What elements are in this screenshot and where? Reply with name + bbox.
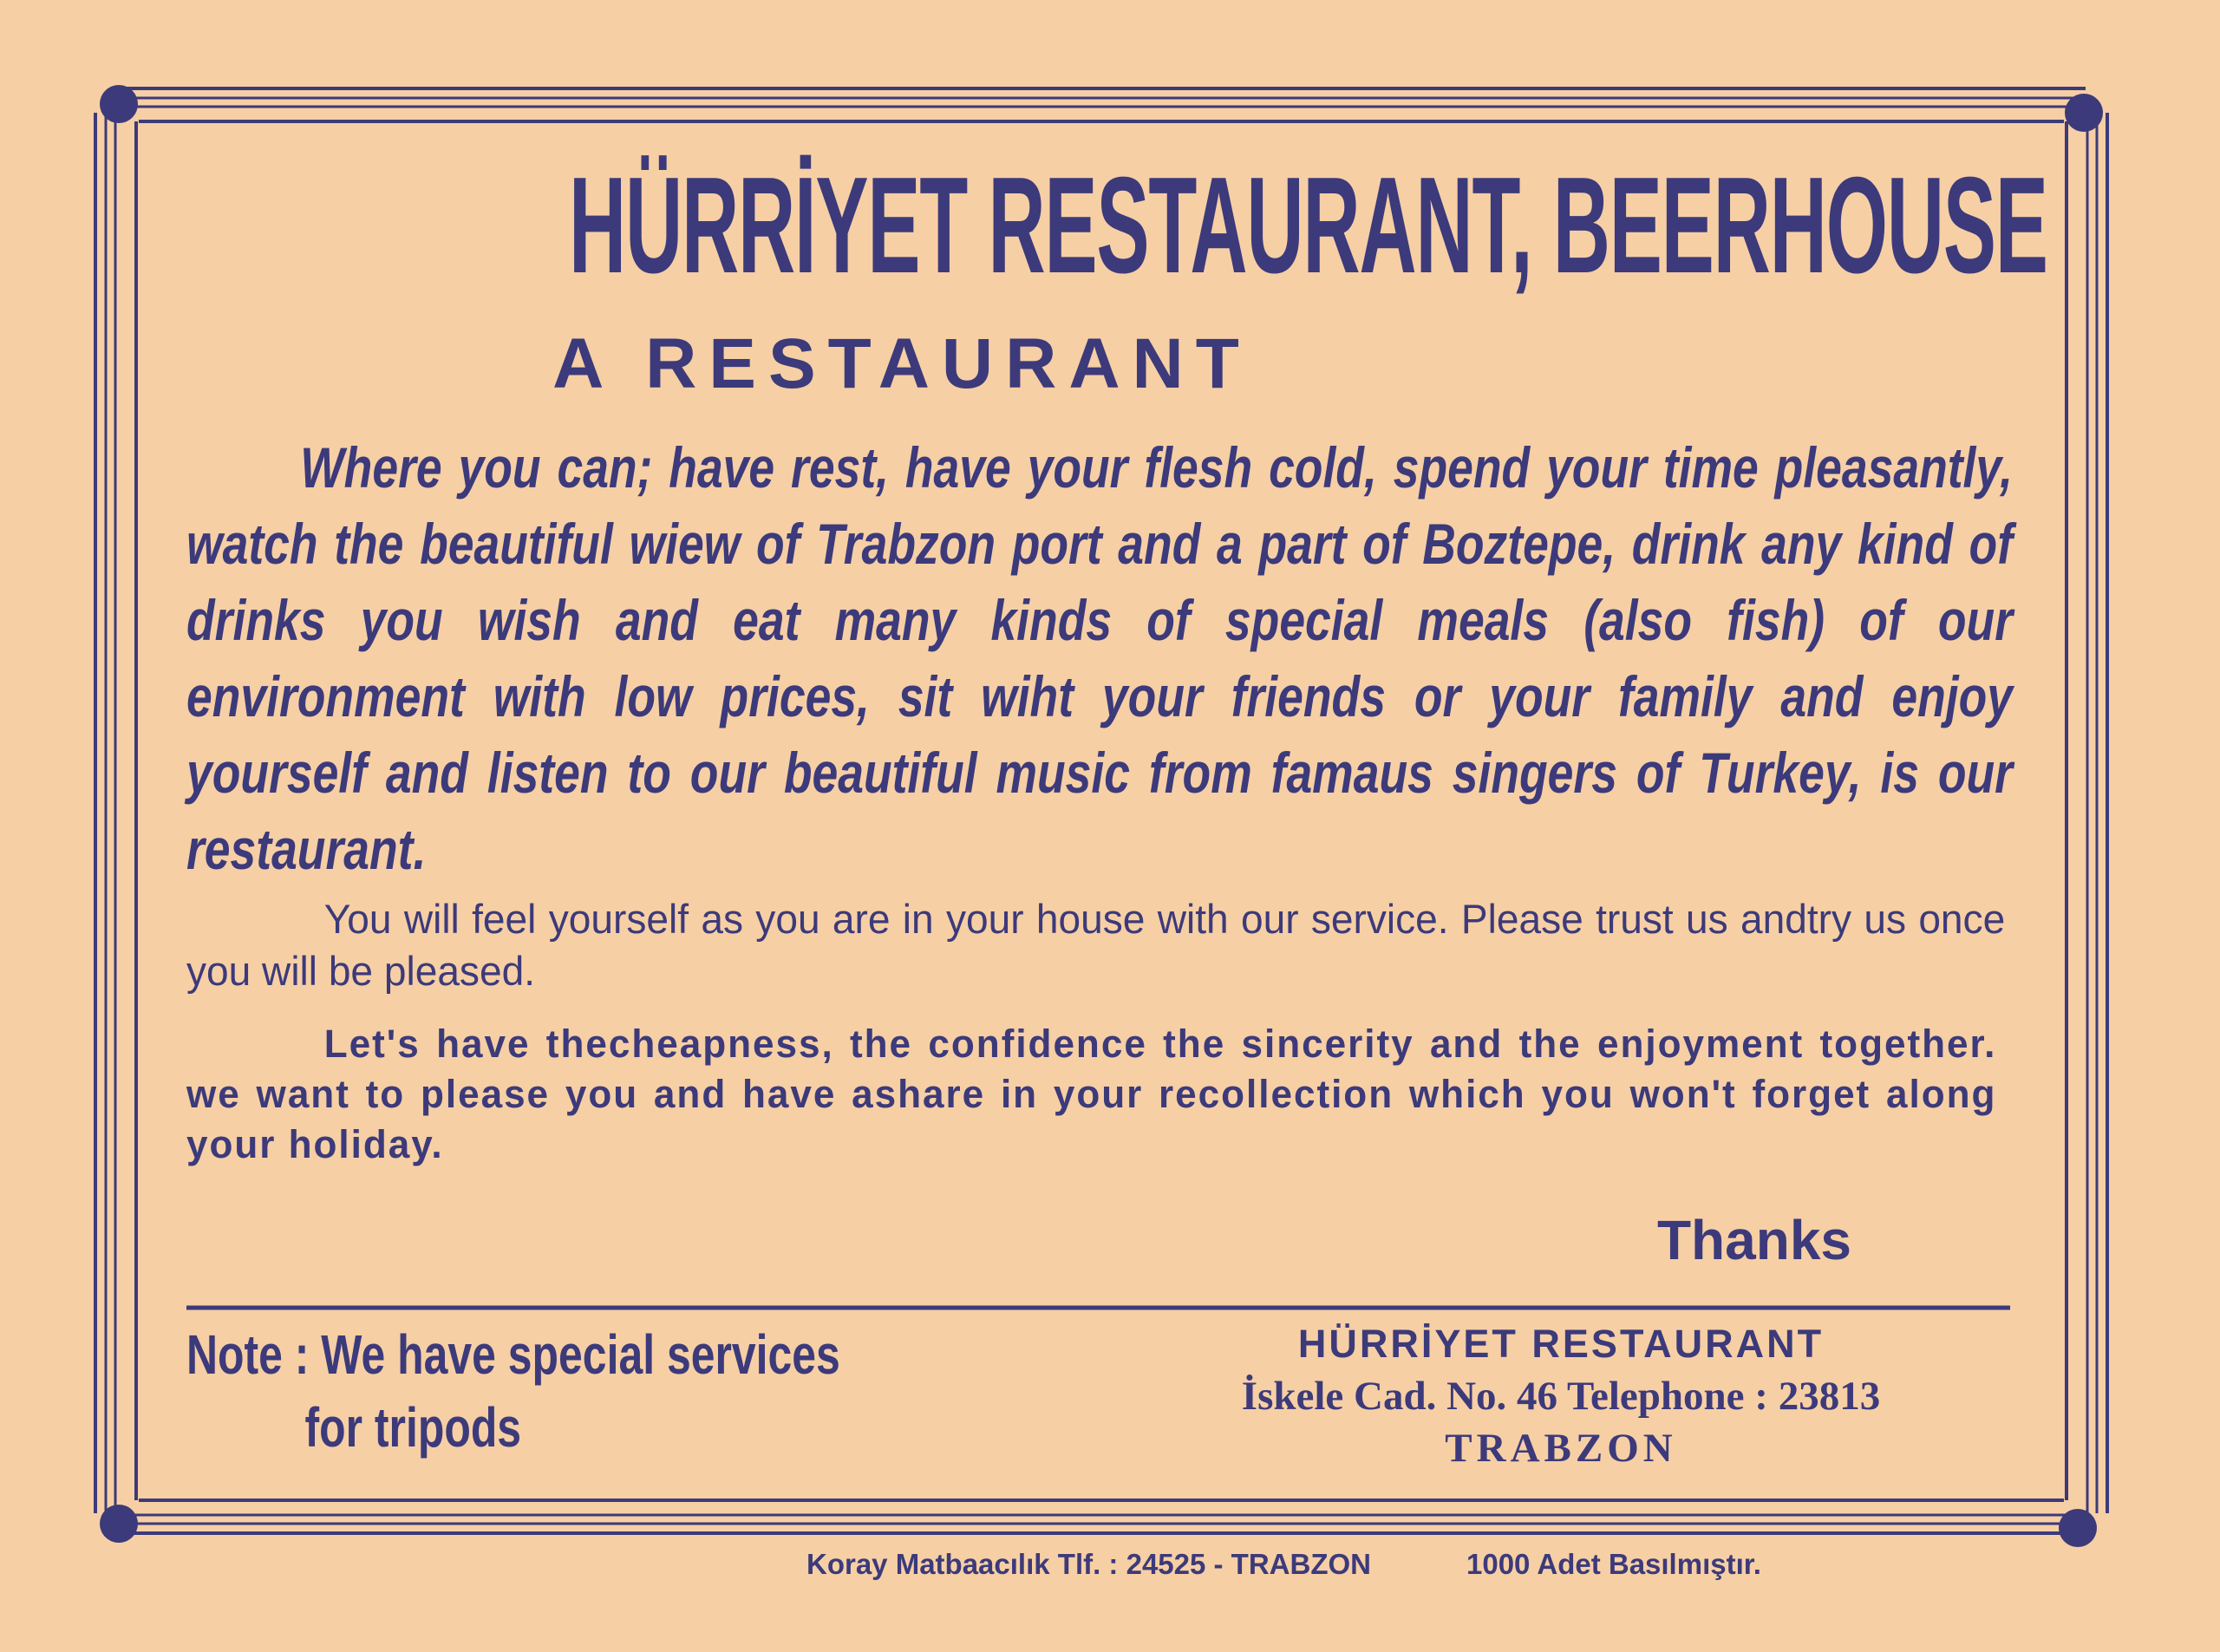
special-services-note: [186, 1318, 930, 1464]
service-paragraph: You will feel yourself as you are in your house with our service. Please trust us andtry us once you will be pleased.: [186, 896, 2006, 994]
restaurant-address: [1127, 1318, 1995, 1474]
enjoy-paragraph: Let's have thecheapness, the confidence the sincerity and the enjoyment together. we want to please you and have ashare in your recollection which you won't forget along your holiday.: [186, 1022, 1997, 1166]
printer-credit: [806, 1545, 2021, 1583]
address-street: İskele Cad. No. 46 Telephone : 23813: [1241, 1374, 1881, 1419]
lead-paragraph: Where you can; have rest, have your flesh cold, spend your time pleasantly, watch the beautiful wiew of Trabzon port and a part of Boztepe, drink any kind of drinks you wish and eat many kinds of special meals (also fish) of our environment with low prices, sit wiht your friends or your family and enjoy yourself and listen to our beautiful music from famaus singers of Turkey, is our restaurant.: [186, 435, 2014, 881]
restaurant-title: HÜRRİYET RESTAURANT, BEERHOUSE: [569, 149, 2047, 302]
printer-name: Koray Matbaacılık Tlf. : 24525 - TRABZON: [806, 1548, 1371, 1580]
print-run: 1000 Adet Basılmıştır.: [1466, 1548, 1761, 1580]
address-city: TRABZON: [1445, 1426, 1677, 1471]
address-name: HÜRRİYET RESTAURANT: [1297, 1322, 1825, 1366]
subtitle: A RESTAURANT: [552, 324, 1251, 403]
note-line-1: Note : We have special services: [186, 1323, 840, 1386]
note-line-2: for tripods: [304, 1396, 522, 1459]
closing-thanks: Thanks: [1656, 1209, 1851, 1271]
